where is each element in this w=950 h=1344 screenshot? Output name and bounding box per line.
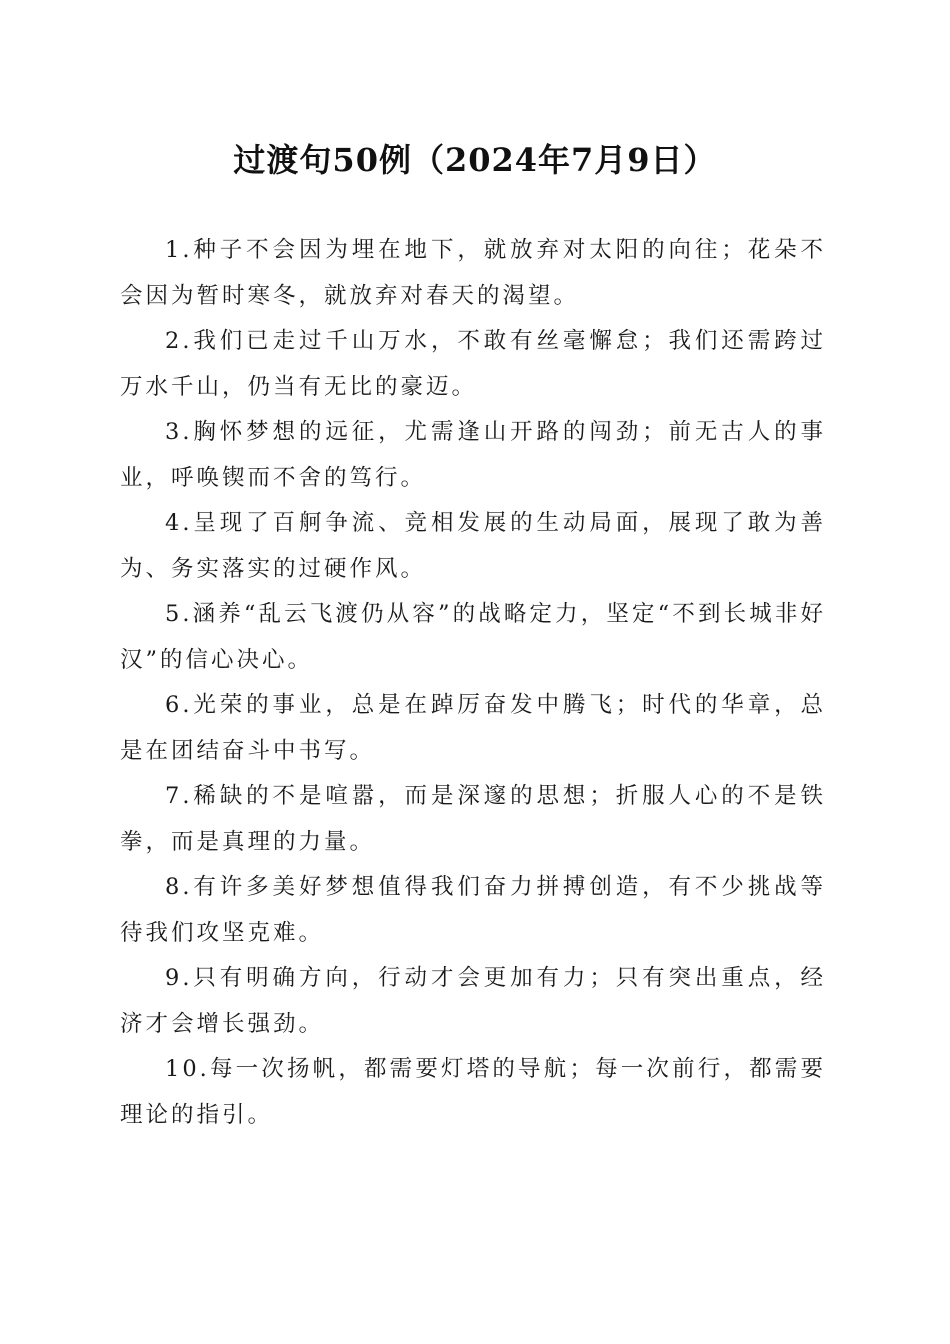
document-body xyxy=(120,228,826,1138)
paragraph-7: 7.稀缺的不是喧嚣，而是深邃的思想；折服人心的不是铁拳，而是真理的力量。 xyxy=(120,783,826,855)
paragraph-8: 8.有许多美好梦想值得我们奋力拼搏创造，有不少挑战等待我们攻坚克难。 xyxy=(120,874,826,946)
paragraph-5: 5.涵养“乱云飞渡仍从容”的战略定力，坚定“不到长城非好汉”的信心决心。 xyxy=(120,601,826,673)
paragraph-9: 9.只有明确方向，行动才会更加有力；只有突出重点，经济才会增长强劲。 xyxy=(120,965,826,1037)
paragraph-1: 1.种子不会因为埋在地下，就放弃对太阳的向往；花朵不会因为暂时寒冬，就放弃对春天的渴望。 xyxy=(120,237,826,309)
paragraph-2: 2.我们已走过千山万水，不敢有丝毫懈怠；我们还需跨过万水千山，仍当有无比的豪迈。 xyxy=(120,328,826,400)
paragraph-4: 4.呈现了百舸争流、竞相发展的生动局面，展现了敢为善为、务实落实的过硬作风。 xyxy=(120,510,826,582)
paragraph-6: 6.光荣的事业，总是在踔厉奋发中腾飞；时代的华章，总是在团结奋斗中书写。 xyxy=(120,692,826,764)
document-title: 过渡句50例（2024年7月9日） xyxy=(233,141,717,179)
paragraph-3: 3.胸怀梦想的远征，尤需逢山开路的闯劲；前无古人的事业，呼唤锲而不舍的笃行。 xyxy=(120,419,826,491)
paragraph-10: 10.每一次扬帆，都需要灯塔的导航；每一次前行，都需要理论的指引。 xyxy=(120,1056,826,1128)
